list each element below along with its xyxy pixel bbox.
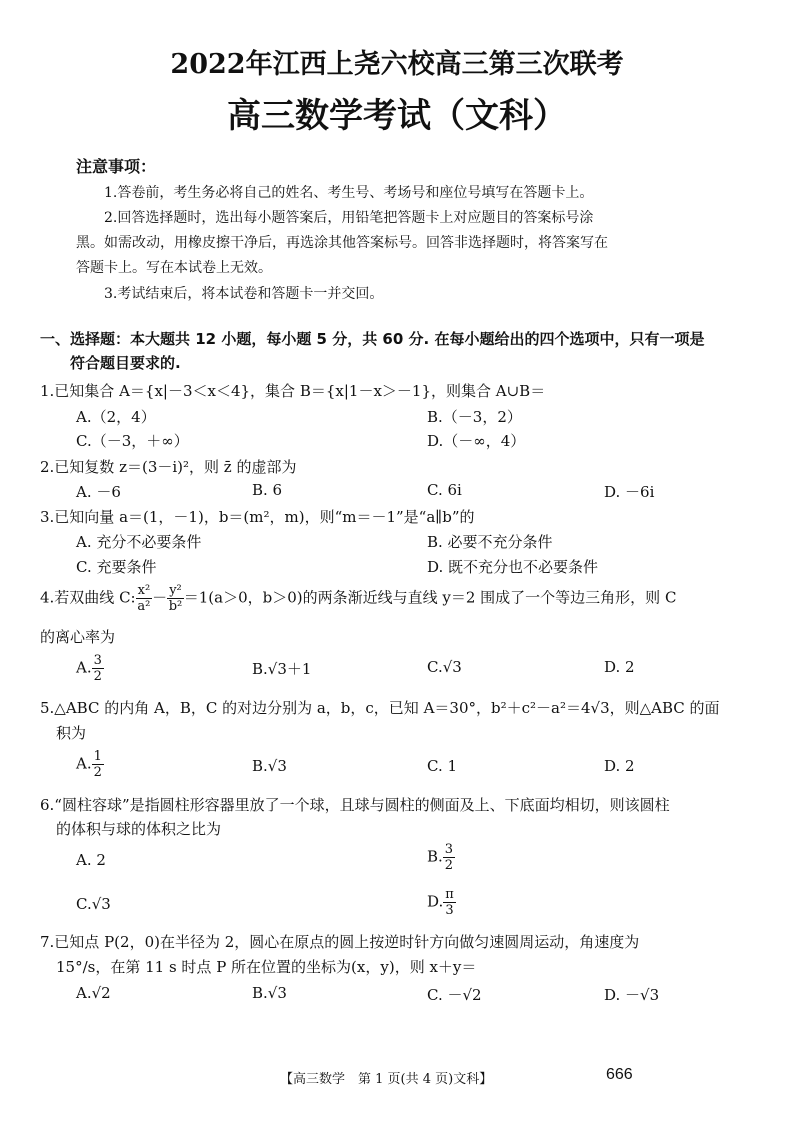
q1-option-a: A.（2，4） xyxy=(76,408,156,426)
question-6-stem: 6.“圆柱容球”是指圆柱形容器里放了一个球，且球与圆柱的侧面及上、下底面均相切，则该圆柱 xyxy=(40,796,670,814)
q4-option-b: B.√3＋1 xyxy=(252,660,312,678)
q1-option-b: B.（－3，2） xyxy=(427,408,522,426)
notice-line-3: 黑。如需改动，用橡皮擦干净后，再选涂其他答案标号。回答非选择题时，将答案写在 xyxy=(76,235,608,251)
question-7-stem: 7.已知点 P(2，0)在半径为 2，圆心在原点的圆上按逆时针方向做匀速圆周运动，角速度为 xyxy=(40,933,640,951)
q7-option-d: D. －√3 xyxy=(604,986,660,1004)
q7-option-b: B.√3 xyxy=(252,984,287,1002)
q7-option-c: C. －√2 xyxy=(427,986,482,1004)
q1-option-d: D.（－∞，4） xyxy=(427,432,526,450)
q3-option-b: B. 必要不充分条件 xyxy=(427,533,553,551)
q6-option-c: C.√3 xyxy=(76,895,111,913)
question-2-stem: 2.已知复数 z＝(3－i)²，则 z̄ 的虚部为 xyxy=(40,458,297,476)
question-7-stem-line2: 15°/s，在第 11 s 时点 P 所在位置的坐标为(x，y)，则 x＋y＝ xyxy=(56,958,477,976)
notice-title: 注意事项： xyxy=(76,157,157,176)
q2-option-b: B. 6 xyxy=(252,481,283,499)
q5-option-a: A. $\frac{1}{2}$ xyxy=(76,749,102,780)
q4-stem-post: ＝1(a＞0，b＞0)的两条渐近线与直线 y＝2 围成了一个等边三角形，则 C xyxy=(183,588,677,607)
q2-option-d: D. －6i xyxy=(604,483,655,501)
exam-title: 2022年江西上尧六校高三第三次联考 xyxy=(170,49,624,80)
question-1-stem: 1.已知集合 A＝{x|－3＜x＜4}，集合 B＝{x|1－x＞－1}，则集合 A∪B＝ xyxy=(40,382,546,400)
section-heading: 一、选择题：本大题共 12 小题，每小题 5 分，共 60 分. 在每小题给出的四个选项中，只有一项是 xyxy=(40,330,705,348)
q3-option-a: A. 充分不必要条件 xyxy=(76,533,202,551)
subject-title: 高三数学考试（文科） xyxy=(227,96,567,136)
question-4-stem xyxy=(40,584,676,613)
question-6-stem-line2: 的体积与球的体积之比为 xyxy=(56,820,222,838)
section-heading-line2: 符合题目要求的. xyxy=(70,354,181,372)
question-4-stem-line2: 的离心率为 xyxy=(40,628,116,646)
page-code: 666 xyxy=(606,1066,633,1083)
q6-option-b: B. $\frac{3}{2}$ xyxy=(427,842,454,873)
q5-option-b: B.√3 xyxy=(252,757,287,775)
q4-option-d: D. 2 xyxy=(604,658,635,676)
notice-line-1: 1.答卷前，考生务必将自己的姓名、考生号、考场号和座位号填写在答题卡上。 xyxy=(104,185,594,201)
q5-option-a-fraction: $\frac{1}{2}$ xyxy=(93,749,102,780)
notice-line-2: 2.回答选择题时，选出每小题答案后，用铅笔把答题卡上对应题目的答案标号涂 xyxy=(104,210,594,226)
q6-option-b-fraction: $\frac{3}{2}$ xyxy=(444,842,454,873)
question-3-stem: 3.已知向量 a＝(1，－1)，b＝(m²，m)，则“m＝－1”是“a∥b”的 xyxy=(40,508,475,526)
q4-option-a-fraction: $\frac{3}{2}$ xyxy=(93,653,102,684)
q4-fraction-x: $\frac{\text{x²}}{\text{a²}}$ xyxy=(137,583,151,614)
q5-option-c: C. 1 xyxy=(427,757,458,775)
q1-option-c: C.（－3，＋∞） xyxy=(76,432,189,450)
q4-fraction-y: $\frac{\text{y²}}{\text{b²}}$ xyxy=(168,583,183,614)
q5-option-d: D. 2 xyxy=(604,757,635,775)
q6-option-d: D. $\frac{\pi}{3}$ xyxy=(427,887,454,918)
q4-stem-pre: 4.若双曲线 C: xyxy=(40,588,136,607)
q2-option-a: A. －6 xyxy=(76,483,121,501)
page-footer: 【高三数学 第 1 页(共 4 页)文科】 xyxy=(280,1072,493,1087)
q4-minus: － xyxy=(152,588,168,607)
notice-line-4: 答题卡上。写在本试卷上无效。 xyxy=(76,260,272,276)
question-5-stem-line2: 积为 xyxy=(56,724,87,742)
notice-line-5: 3.考试结束后，将本试卷和答题卡一并交回。 xyxy=(104,286,384,302)
question-5-stem: 5.△ABC 的内角 A，B，C 的对边分别为 a，b，c，已知 A＝30°，b²＋c²－a²＝4√3，则△ABC 的面 xyxy=(40,699,720,717)
q6-option-a: A. 2 xyxy=(76,851,106,869)
q3-option-d: D. 既不充分也不必要条件 xyxy=(427,558,599,576)
q7-option-a: A.√2 xyxy=(76,984,111,1002)
q6-option-d-fraction: $\frac{\pi}{3}$ xyxy=(445,887,454,918)
q4-option-a: A. $\frac{3}{2}$ xyxy=(76,653,102,684)
q4-option-c: C.√3 xyxy=(427,658,462,676)
q2-option-c: C. 6i xyxy=(427,481,462,499)
q3-option-c: C. 充要条件 xyxy=(76,558,157,576)
